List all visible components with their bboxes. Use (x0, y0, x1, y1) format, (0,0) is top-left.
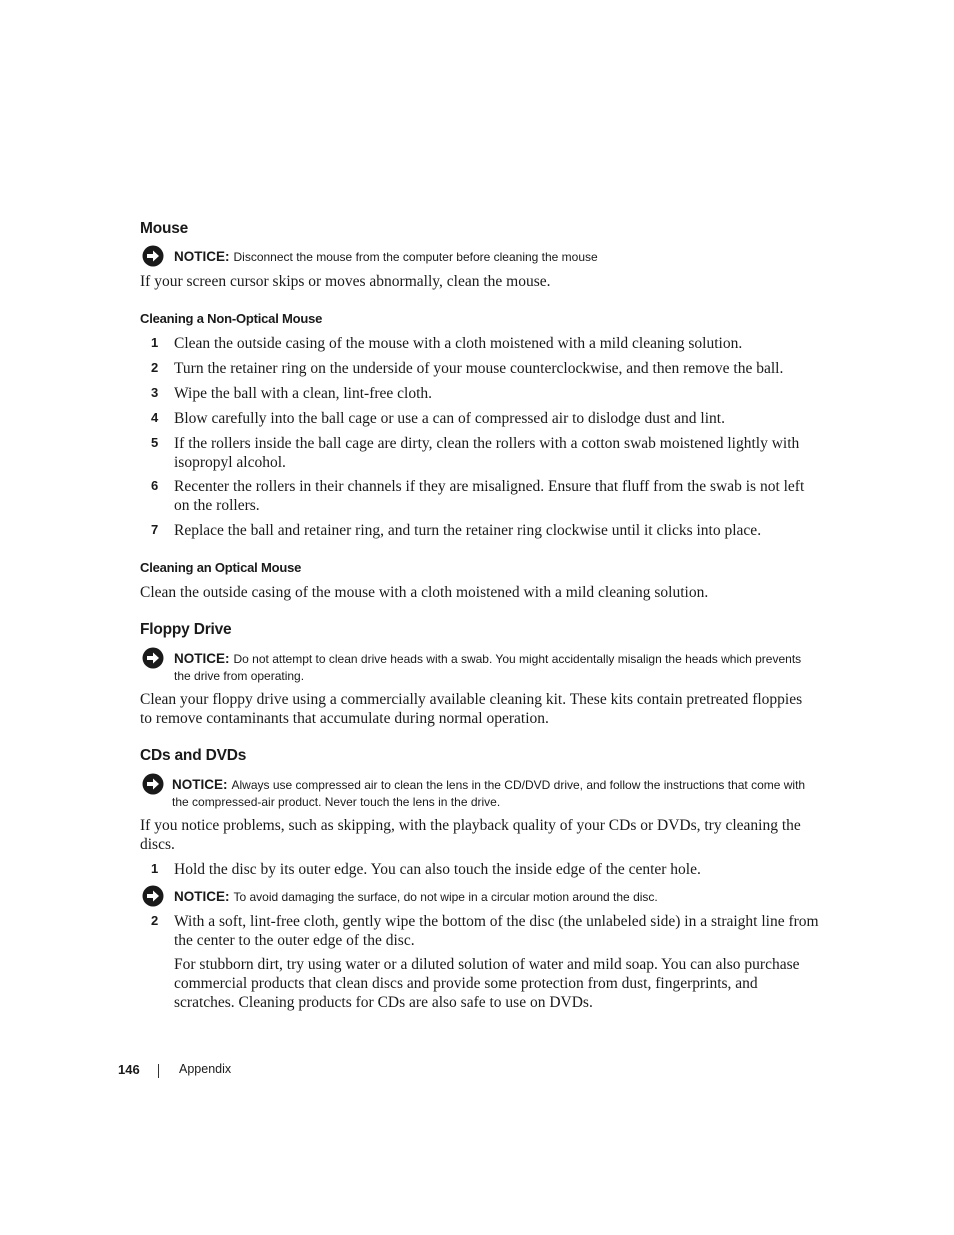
step-number: 4 (151, 410, 159, 425)
step-text: Replace the ball and retainer ring, and turn the retainer ring clockwise until it clicks into place. (174, 522, 762, 539)
step-number: 5 (151, 435, 159, 450)
footer-separator (158, 1064, 159, 1078)
step-text: Hold the disc by its outer edge. You can also touch the inside edge of the center hole. (174, 861, 701, 878)
optical-heading: Cleaning an Optical Mouse (140, 560, 302, 575)
cds-heading: CDs and DVDs (140, 747, 247, 764)
step-text: Wipe the ball with a clean, lint-free cloth. (174, 385, 433, 402)
step-number: 7 (151, 522, 159, 537)
mouse-heading: Mouse (140, 220, 189, 237)
step-number: 3 (151, 385, 159, 400)
step-text: Turn the retainer ring on the underside of your mouse counterclockwise, and then remove the ball. (174, 360, 784, 377)
step-text: With a soft, lint-free cloth, gently wipe the bottom of the disc (the unlabeled side) in a straight line from the center to the outer edge of the disc. (174, 913, 819, 949)
cds-intro: If you notice problems, such as skipping, with the playback quality of your CDs or DVDs, try cleaning the discs. (140, 817, 801, 853)
notice-label: NOTICE: (174, 651, 230, 666)
notice-arrow-icon (142, 245, 164, 267)
step-number: 1 (151, 335, 159, 350)
step-number: 2 (151, 360, 159, 375)
notice-text: To avoid damaging the surface, do not wipe in a circular motion around the disc. (233, 890, 658, 904)
notice-label: NOTICE: (172, 777, 228, 792)
step-number: 6 (151, 478, 159, 493)
notice-text: Do not attempt to clean drive heads with a swab. You might accidentally misalign the heads which prevents the drive from operating. (174, 652, 802, 683)
nonoptical-heading: Cleaning a Non-Optical Mouse (140, 311, 323, 326)
notice-arrow-icon (142, 773, 164, 795)
notice-arrow-icon (142, 885, 164, 907)
notice-label: NOTICE: (174, 249, 230, 264)
footer-section: Appendix (179, 1062, 232, 1076)
step-text: Blow carefully into the ball cage or use a can of compressed air to dislodge dust and lint. (174, 410, 725, 427)
step-text: Clean the outside casing of the mouse with a cloth moistened with a mild cleaning solution. (174, 335, 743, 352)
notice-text: Disconnect the mouse from the computer before cleaning the mouse (233, 250, 598, 264)
mouse-intro: If your screen cursor skips or moves abnormally, clean the mouse. (140, 273, 551, 290)
step-text: If the rollers inside the ball cage are dirty, clean the rollers with a cotton swab moistened lightly with isopropyl alcohol. (174, 435, 800, 471)
floppy-heading: Floppy Drive (140, 621, 232, 638)
notice-label: NOTICE: (174, 889, 230, 904)
notice-text: Always use compressed air to clean the lens in the CD/DVD drive, and follow the instructions that come with the compressed-air product. Never touch the lens in the drive. (172, 778, 806, 809)
step-number: 1 (151, 861, 159, 876)
page-number: 146 (118, 1062, 140, 1077)
step-number: 2 (151, 913, 159, 928)
notice-arrow-icon (142, 647, 164, 669)
step-text: Recenter the rollers in their channels if they are misaligned. Ensure that fluff from the swab is not left on the rollers. (174, 478, 805, 514)
cds-followup: For stubborn dirt, try using water or a diluted solution of water and mild soap. You can also purchase commercial products that clean discs and provide some protection from dust, fingerprints, and scratches. Cleaning products for CDs are also safe to use on DVDs. (174, 956, 800, 1011)
optical-text: Clean the outside casing of the mouse with a cloth moistened with a mild cleaning solution. (140, 584, 709, 601)
floppy-text: Clean your floppy drive using a commercially available cleaning kit. These kits contain pretreated floppies to remove contaminants that accumulate during normal operation. (140, 691, 803, 727)
